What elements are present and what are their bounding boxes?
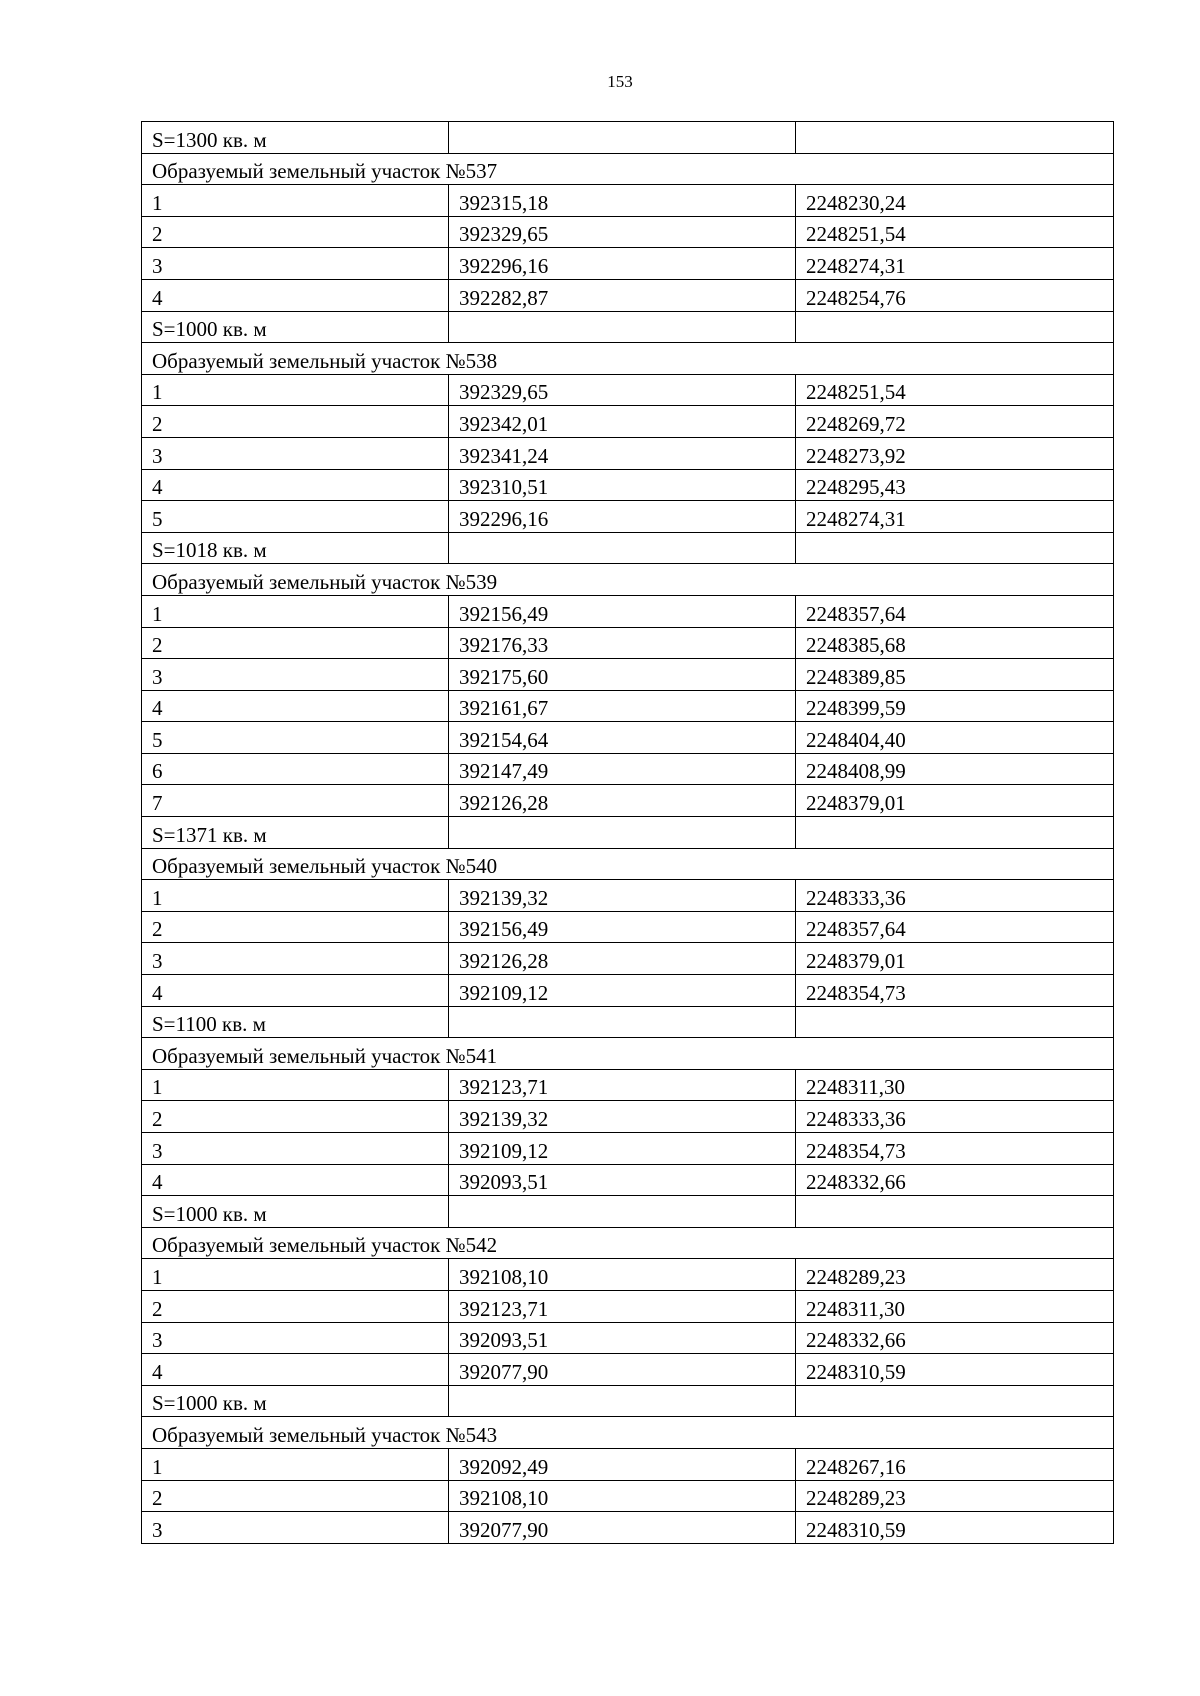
table-row — [142, 1133, 1114, 1165]
coordinate-x: 392126,28 — [449, 785, 796, 817]
point-number: 2 — [142, 911, 449, 943]
coordinate-x: 392139,32 — [449, 1101, 796, 1133]
table-row — [142, 1448, 1114, 1480]
point-number: 3 — [142, 659, 449, 691]
area-row — [142, 311, 1114, 343]
point-number: 2 — [142, 1480, 449, 1512]
empty-cell — [449, 817, 796, 849]
table-row — [142, 1354, 1114, 1386]
coordinate-x: 392329,65 — [449, 216, 796, 248]
coordinate-y: 2248267,16 — [796, 1448, 1114, 1480]
coordinate-y: 2248274,31 — [796, 248, 1114, 280]
coordinate-y: 2248289,23 — [796, 1259, 1114, 1291]
point-number: 4 — [142, 469, 449, 501]
coordinate-x: 392077,90 — [449, 1512, 796, 1544]
parcel-title: Образуемый земельный участок №537 — [142, 153, 1114, 185]
point-number: 4 — [142, 1164, 449, 1196]
coordinate-y: 2248269,72 — [796, 406, 1114, 438]
coordinate-y: 2248274,31 — [796, 501, 1114, 533]
empty-cell — [449, 1385, 796, 1417]
coordinate-y: 2248379,01 — [796, 943, 1114, 975]
coordinate-y: 2248385,68 — [796, 627, 1114, 659]
coordinate-y: 2248408,99 — [796, 753, 1114, 785]
empty-cell — [796, 1006, 1114, 1038]
coordinate-x: 392156,49 — [449, 911, 796, 943]
point-number: 1 — [142, 185, 449, 217]
point-number: 2 — [142, 1290, 449, 1322]
coordinate-y: 2248333,36 — [796, 1101, 1114, 1133]
table-row — [142, 469, 1114, 501]
table-row — [142, 437, 1114, 469]
table-row — [142, 1259, 1114, 1291]
coordinate-y: 2248311,30 — [796, 1069, 1114, 1101]
area-row — [142, 1006, 1114, 1038]
coordinate-y: 2248273,92 — [796, 437, 1114, 469]
table-row — [142, 880, 1114, 912]
coordinate-x: 392093,51 — [449, 1322, 796, 1354]
table-row — [142, 911, 1114, 943]
point-number: 3 — [142, 437, 449, 469]
coordinate-y: 2248389,85 — [796, 659, 1114, 691]
coordinate-x: 392161,67 — [449, 690, 796, 722]
coordinate-x: 392123,71 — [449, 1069, 796, 1101]
table-row — [142, 943, 1114, 975]
table-row — [142, 1164, 1114, 1196]
coordinate-x: 392077,90 — [449, 1354, 796, 1386]
table-row — [142, 595, 1114, 627]
parcel-title: Образуемый земельный участок №541 — [142, 1038, 1114, 1070]
table-row — [142, 785, 1114, 817]
point-number: 1 — [142, 880, 449, 912]
coordinate-x: 392093,51 — [449, 1164, 796, 1196]
parcel-header-row — [142, 1227, 1114, 1259]
area-row — [142, 122, 1114, 154]
coordinate-y: 2248354,73 — [796, 1133, 1114, 1165]
point-number: 2 — [142, 216, 449, 248]
table-row — [142, 1290, 1114, 1322]
coordinate-y: 2248332,66 — [796, 1322, 1114, 1354]
coordinate-x: 392156,49 — [449, 595, 796, 627]
point-number: 7 — [142, 785, 449, 817]
point-number: 4 — [142, 1354, 449, 1386]
area-row — [142, 532, 1114, 564]
coordinate-x: 392315,18 — [449, 185, 796, 217]
coordinate-x: 392329,65 — [449, 374, 796, 406]
empty-cell — [796, 1196, 1114, 1228]
coordinate-y: 2248251,54 — [796, 216, 1114, 248]
table-row — [142, 1480, 1114, 1512]
point-number: 5 — [142, 722, 449, 754]
coordinate-y: 2248404,40 — [796, 722, 1114, 754]
point-number: 3 — [142, 943, 449, 975]
area-row — [142, 817, 1114, 849]
empty-cell — [449, 1006, 796, 1038]
point-number: 4 — [142, 690, 449, 722]
parcel-title: Образуемый земельный участок №538 — [142, 343, 1114, 375]
coordinate-x: 392176,33 — [449, 627, 796, 659]
point-number: 2 — [142, 406, 449, 438]
table-row — [142, 1101, 1114, 1133]
page-number: 153 — [607, 72, 633, 91]
area-value: S=1100 кв. м — [142, 1006, 449, 1038]
empty-cell — [796, 122, 1114, 154]
table-row — [142, 279, 1114, 311]
coordinate-y: 2248333,36 — [796, 880, 1114, 912]
coordinate-y: 2248399,59 — [796, 690, 1114, 722]
coordinate-y: 2248310,59 — [796, 1512, 1114, 1544]
coordinate-x: 392342,01 — [449, 406, 796, 438]
area-value: S=1371 кв. м — [142, 817, 449, 849]
table-row — [142, 690, 1114, 722]
point-number: 1 — [142, 1448, 449, 1480]
parcel-header-row — [142, 1038, 1114, 1070]
parcel-title: Образуемый земельный участок №542 — [142, 1227, 1114, 1259]
empty-cell — [796, 1385, 1114, 1417]
area-row — [142, 1385, 1114, 1417]
point-number: 1 — [142, 595, 449, 627]
parcel-title: Образуемый земельный участок №540 — [142, 848, 1114, 880]
coordinate-x: 392126,28 — [449, 943, 796, 975]
area-value: S=1000 кв. м — [142, 311, 449, 343]
point-number: 3 — [142, 1512, 449, 1544]
coordinate-x: 392310,51 — [449, 469, 796, 501]
coordinates-table-body — [142, 122, 1114, 1544]
table-row — [142, 185, 1114, 217]
coordinate-x: 392147,49 — [449, 753, 796, 785]
table-row — [142, 1069, 1114, 1101]
table-row — [142, 374, 1114, 406]
coordinate-y: 2248251,54 — [796, 374, 1114, 406]
coordinate-y: 2248311,30 — [796, 1290, 1114, 1322]
coordinate-x: 392341,24 — [449, 437, 796, 469]
area-value: S=1300 кв. м — [142, 122, 449, 154]
coordinate-x: 392092,49 — [449, 1448, 796, 1480]
table-row — [142, 659, 1114, 691]
coordinate-y: 2248254,76 — [796, 279, 1114, 311]
point-number: 4 — [142, 975, 449, 1007]
coordinate-x: 392108,10 — [449, 1480, 796, 1512]
point-number: 4 — [142, 279, 449, 311]
empty-cell — [449, 122, 796, 154]
point-number: 3 — [142, 248, 449, 280]
coordinate-y: 2248230,24 — [796, 185, 1114, 217]
coordinate-x: 392175,60 — [449, 659, 796, 691]
parcel-header-row — [142, 343, 1114, 375]
empty-cell — [449, 311, 796, 343]
coordinate-y: 2248310,59 — [796, 1354, 1114, 1386]
point-number: 1 — [142, 1259, 449, 1291]
area-value: S=1000 кв. м — [142, 1196, 449, 1228]
point-number: 6 — [142, 753, 449, 785]
coordinate-y: 2248295,43 — [796, 469, 1114, 501]
empty-cell — [796, 817, 1114, 849]
table-row — [142, 975, 1114, 1007]
table-row — [142, 722, 1114, 754]
point-number: 1 — [142, 1069, 449, 1101]
area-row — [142, 1196, 1114, 1228]
coordinate-y: 2248289,23 — [796, 1480, 1114, 1512]
parcel-header-row — [142, 848, 1114, 880]
coordinate-y: 2248357,64 — [796, 911, 1114, 943]
coordinate-x: 392108,10 — [449, 1259, 796, 1291]
table-row — [142, 501, 1114, 533]
empty-cell — [796, 311, 1114, 343]
area-value: S=1000 кв. м — [142, 1385, 449, 1417]
point-number: 3 — [142, 1133, 449, 1165]
parcel-header-row — [142, 1417, 1114, 1449]
parcel-title: Образуемый земельный участок №539 — [142, 564, 1114, 596]
coordinate-y: 2248357,64 — [796, 595, 1114, 627]
point-number: 2 — [142, 627, 449, 659]
coordinate-x: 392139,32 — [449, 880, 796, 912]
point-number: 1 — [142, 374, 449, 406]
coordinate-y: 2248354,73 — [796, 975, 1114, 1007]
table-row — [142, 1512, 1114, 1544]
table-row — [142, 216, 1114, 248]
coordinate-x: 392296,16 — [449, 248, 796, 280]
empty-cell — [449, 1196, 796, 1228]
point-number: 2 — [142, 1101, 449, 1133]
coordinate-x: 392109,12 — [449, 975, 796, 1007]
parcel-title: Образуемый земельный участок №543 — [142, 1417, 1114, 1449]
coordinate-y: 2248332,66 — [796, 1164, 1114, 1196]
point-number: 3 — [142, 1322, 449, 1354]
coordinate-y: 2248379,01 — [796, 785, 1114, 817]
point-number: 5 — [142, 501, 449, 533]
table-row — [142, 627, 1114, 659]
empty-cell — [796, 532, 1114, 564]
parcel-header-row — [142, 153, 1114, 185]
table-row — [142, 406, 1114, 438]
coordinate-x: 392109,12 — [449, 1133, 796, 1165]
coordinate-x: 392282,87 — [449, 279, 796, 311]
table-row — [142, 1322, 1114, 1354]
coordinate-x: 392296,16 — [449, 501, 796, 533]
area-value: S=1018 кв. м — [142, 532, 449, 564]
table-row — [142, 248, 1114, 280]
table-row — [142, 753, 1114, 785]
coordinates-table — [141, 121, 1114, 1544]
parcel-header-row — [142, 564, 1114, 596]
coordinate-x: 392154,64 — [449, 722, 796, 754]
coordinate-x: 392123,71 — [449, 1290, 796, 1322]
empty-cell — [449, 532, 796, 564]
